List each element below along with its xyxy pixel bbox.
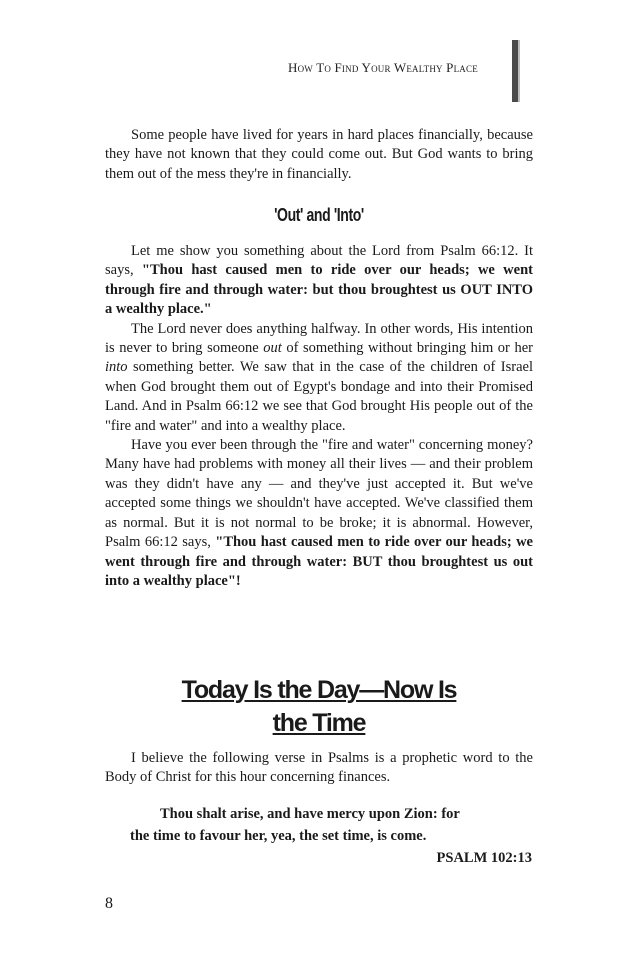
scripture-psalm-66-12-repeat: "Thou hast caused men to ride over our heads; we went through fire and through water: BUT thou broughtest us out into a wealthy place"! [105,534,533,589]
running-head: How To Find Your Wealthy Place [288,60,478,75]
subheading-today-is-the-day [105,674,533,740]
paragraph-4-text: Have you ever been through the "fire and water" concerning money? Many have had problems with money all their lives — and their problem was they didn't have any — and they've just accepted it. But we've accepted some things we shouldn't have accepted. We've classified them as normal. But it is not normal to be broke; it is abnormal. However, Psalm 66:12 says, [105,437,533,551]
quote-line-2: the time to favour her, yea, the set time, is come. [130,828,427,844]
emphasis-into: into [105,359,128,376]
paragraph-5: I believe the following verse in Psalms is a prophetic word to the Body of Christ for this hour concerning finances. [105,750,533,786]
subheading-out-and-into: 'Out' and 'Into' [274,205,364,225]
page-number: 8 [105,895,113,912]
paragraph-3 [105,320,533,436]
paragraph-3-text-a: The Lord never does anything halfway. In other words, His intention is never to bring someone [105,320,533,357]
paragraph-2-text: Let me show you something about the Lord from Psalm 66:12. It says, [105,243,533,279]
section-today [105,749,533,788]
emphasis-out: out [263,340,282,357]
paragraph-3-text-b: of something without bringing him or her [281,340,533,357]
paragraph-1: Some people have lived for years in hard places financially, because they have not known that they could come out. But God wants to bring them out of the mess they're in financially. [105,127,533,182]
quote-reference: PSALM 102:13 [436,850,532,866]
section-out-into [105,242,533,591]
header-rule [512,40,520,102]
paragraph-2 [105,242,533,320]
quote-line-1: Thou shalt arise, and have mercy upon Zion: for [160,806,460,822]
block-quote [130,803,532,869]
paragraph-4 [105,436,533,591]
subheading-line-2: the Time [272,709,366,737]
subheading-line-1: Today Is the Day—Now Is [181,676,457,704]
scripture-psalm-66-12: "Thou hast caused men to ride over our heads; we went through fire and through water: but thou broughtest us OUT INTO a wealthy place." [105,262,533,318]
paragraph-3-text-c: something better. We saw that in the case of the children of Israel when God brought them out of Egypt's bondage and into their Promised Land. And in Psalm 66:12 we see that God brought His people out of the "fire and water" and into a wealthy place. [105,359,533,434]
section-intro [105,126,533,184]
